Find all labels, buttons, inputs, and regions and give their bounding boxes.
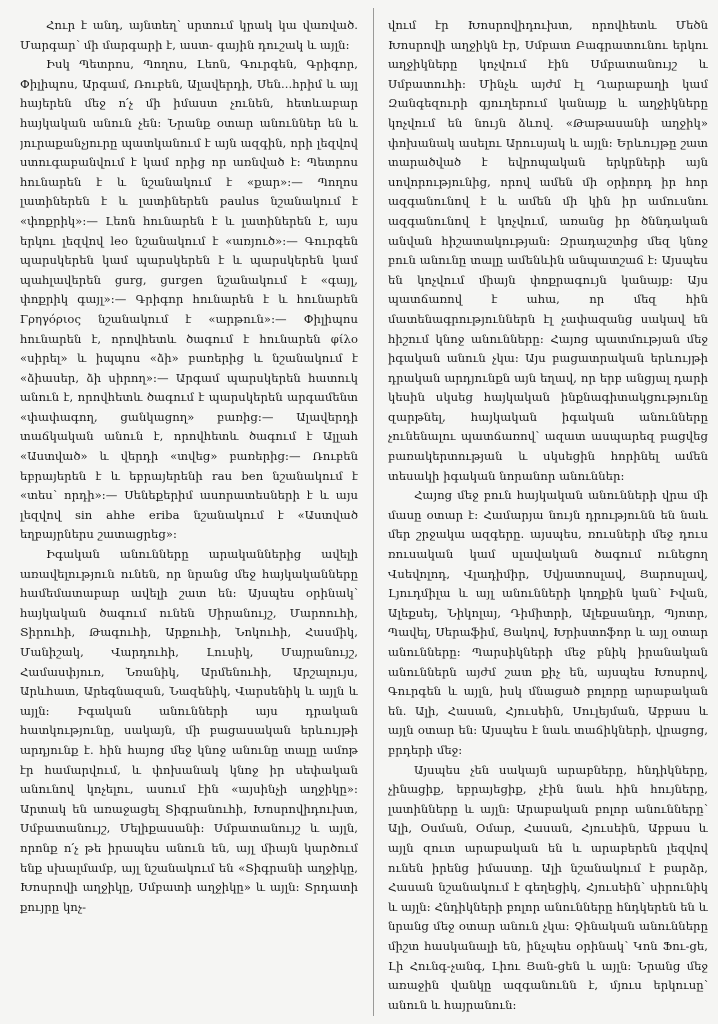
paragraph: Հայոց մեջ բուն հայկական անունների վրա մի մասը օտար է։ Համարյա նույն դրությունն են նաև մեր շրջակա ազգերը. այսպես, ռուսների մեջ դուս ռուսական կամ սլավական ծագում ունեցող Վսեվոլոդ, Վլադիմիր, Սվյատոսլավ, Յարոսլավ, Լյուդմիլա և այլ անունների կողքին կան՝ Իվան, Ալեքսեյ, Նիկոլայ, Դիմիտրի, Ալեքսանդր, Պյոտր, Պավել, Սերաֆիմ, Յակով, Խրիստոֆոր և այլ օտար անունները։ Պարսիկների մեջ բնիկ իրանական անուններն այժմ շատ քիչ են, այսպես Խոսրով, Գուրգեն և այլն, իսկ մնացած բոլորը արաբական են. Ալի, Հասան, Հյուսեին, Սուլեյման, Աբբաս և այլն օտար են։ Այսպես է նաև տաճիկների, վրացոց, բրդերի մեջ։ (388, 488, 708, 757)
right-text-column (388, 16, 708, 1016)
paragraph: Իսկ Պետրոս, Պողոս, Լեոն, Գուրգեն, Գրիգոր, Փիլիպոս, Արգամ, Ռուբեն, Ալավերդի, Սեն...հրիմ և այլ հայերեն մեջ ո՛չ մի իմաստ չունեն, հետևաբար հայկական անուն չեն։ Նրանք օտար անուններ են և յուրաքանչյուրը պատկանում է այն ազգին, որի լեզվով ստուգաբանվում է կամ որից որ առնված է։ Պետրոս հունարեն է և նշանակում է «քար»։— Պողոս լատիներեն է և լատիներեն paulus նշանակում է «փոքրիկ»։— Լեոն հունարեն է և լատիներեն է, այս երկու լեզվով leo նշանակում է «առյուծ»։— Գուրգեն պարսկերեն կամ պարսկերեն է և պարսկերեն կամ պահլավերեն gurg, gurgen նշանակում է «գայլ, փոքրիկ գայլ»։— Գրիգոր հունարեն է և հունարեն Γρηγόριος նշանակում է «արթուն»։— Փիլիպոս հունարեն է, որովհետև ծագում է հունարեն φίλο «սիրել» և իպպոս «ձի» բառերից և նշանակում է «ձիասեր, ձի սիրող»։— Արգամ պարսկերեն հատուկ անուն է, որովհետև ծագում է պարսկերեն արգամենտ «փափագող, ցանկացող» բառից։— Ալավերդի տաճկական անուն է, որովհետև ծագում է Ալլահ «Աստված» և վերդի «տվեց» բառերից։— Ռուբեն եբրայերեն է և եբրայերենի rau ben նշանակում է «տես՝ որդի»։— Սենեքերիմ ասորատեսների է և այս լեզվով sin ahhe eriba նշանակում է «Աստված եղբայրներս շատացրեց»։ (20, 57, 358, 542)
paragraph: Հուր է անդ, այնտեղ՝ սրտում կրակ կա վառված. Մարգար՝ մի մարգարի է, աստ֊ գային դուշակ և այլն։ (20, 18, 358, 52)
paragraph: Իգական անունները արականներից ավելի առավելություն ունեն, որ նրանց մեջ հայկականները համեմատաբար ավելի շատ են։ Այսպես օրինակ՝ հայկական ծագում ունեն Սիրանույշ, Մարոուհի, Տիրուհի, Թագուհի, Արքուհի, Նոկուհի, Հասմիկ, Մանիշակ, Վարդուհի, Լուսիկ, Մայրանույշ, Համասփյուռ, Նռանիկ, Արմենուհի, Արշալույս, Արևհատ, Արեգնազան, Նազենիկ, Վարսենիկ և այլն և այլն։ Իգական անունների այս դրական հատկությունը, սակայն, մի բացասական երևույթի արդյունք է. հին հայոց մեջ կնոջ անունը տալը ամոթ էր համարվում, և փոխանակ կնոջ իր սեփական անունով կոչելու, ասում էին «այսինչի աղջիկը»։ Արտակ են առաջացել Տիգրանուհի, Խոսրովիդուխտ, Սմբատանույշ, Մելիքասանի։ Սմբատանույշ և այլն, որոնք ո՛չ թե իրապես անուն են, այլ միայն կարծում ենք սխալմամբ, այլ նշանակում են «Տիգրանի աղջիկը, Խոսրովի աղջիկը, Սմբատի աղջիկը» և այլն։ Տրդատի քույրը կոչ- (20, 547, 358, 914)
column-divider (373, 8, 374, 1016)
left-text-column (20, 16, 358, 1016)
paragraph: Այսպես չեն սակայն արաբները, հնդիկները, չինացիք, եբրայեցիք, չէին նաև հին հույները, լատինները և այլն։ Արաբական բոլոր անունները՝ Ալի, Օսման, Օմար, Հասան, Հյուսեին, Աբբաս և այլն զուտ արաբական են և արաբերեն լեզվով ունեն իրենց իմաստը. Ալի նշանակում է բարձր, Հասան նշանակում է գեղեցիկ, Հյուսեին՝ սիրունիկ և այլն։ Հնդիկների բոլոր անունները հնդկերեն են և նրանց մեջ օտար անուն չկա։ Չինական անունները միշտ հասկանալի են, ինչպես օրինակ՝ Կոն Ֆու-ցե, Լի Հունգ-չանգ, Լիու Յան-ցեն և այլն։ Նրանց մեջ առաջին վանկը ազգանունն է, մյուս երկուսը՝ անուն և հայրանուն։ (388, 762, 708, 1012)
paragraph: վում էր Խոսրովիդուխտ, որովհետև Մեծն Խոսրովի աղջիկն էր, Սմբատ Բագրատունու երկու աղջիկները կոչվում էին Սմբատանույշ և Սմբատուհի։ Մինչև այժմ էլ Ղարաբաղի կամ Զանգեզուրի գյուղերում կանայք և աղջիկները կոչվում են նույն ձևով. «Թաթասանի աղջիկ» փոխանակ ասելու Արուսյակ և այլն։ Երևույթը շատ տարածված է եվրոպական երկրների այն սովորությունից, որով ամեն մի օրիորդ իր հոր ազգանունով է և ամեն մի կին իր ամուսնու ազգանունով է կոչվում, առանց իր ծննդական անվան հիշատակության։ Զրադաշտից մեզ կնոջ բուն անունը տալը ամենևին անպատշաճ է։ Այսպես են կոչվում միայն փոքրագույն կանայք։ Այս պատճառով է ահա, որ մեզ հին մատենագրություններն էլ չափազանց սակավ են հիշում կնոջ անունները։ Հայոց պատմության մեջ իգական անուն չկա։ Այս բացատրական երևույթի դրական արդյունքն այն եղավ, որ երբ անցյալ դարի կեսին սկսեց հայկական ինքնագիտակցությունը զարթնել, հայկական իգական անունները չունենալու պատճառով՝ ազատ ասպարեզ բացվեց բառակերտության և սկսեցին հորինել ամեն տեսակի իգական նորանոր անուններ։ (388, 18, 708, 483)
